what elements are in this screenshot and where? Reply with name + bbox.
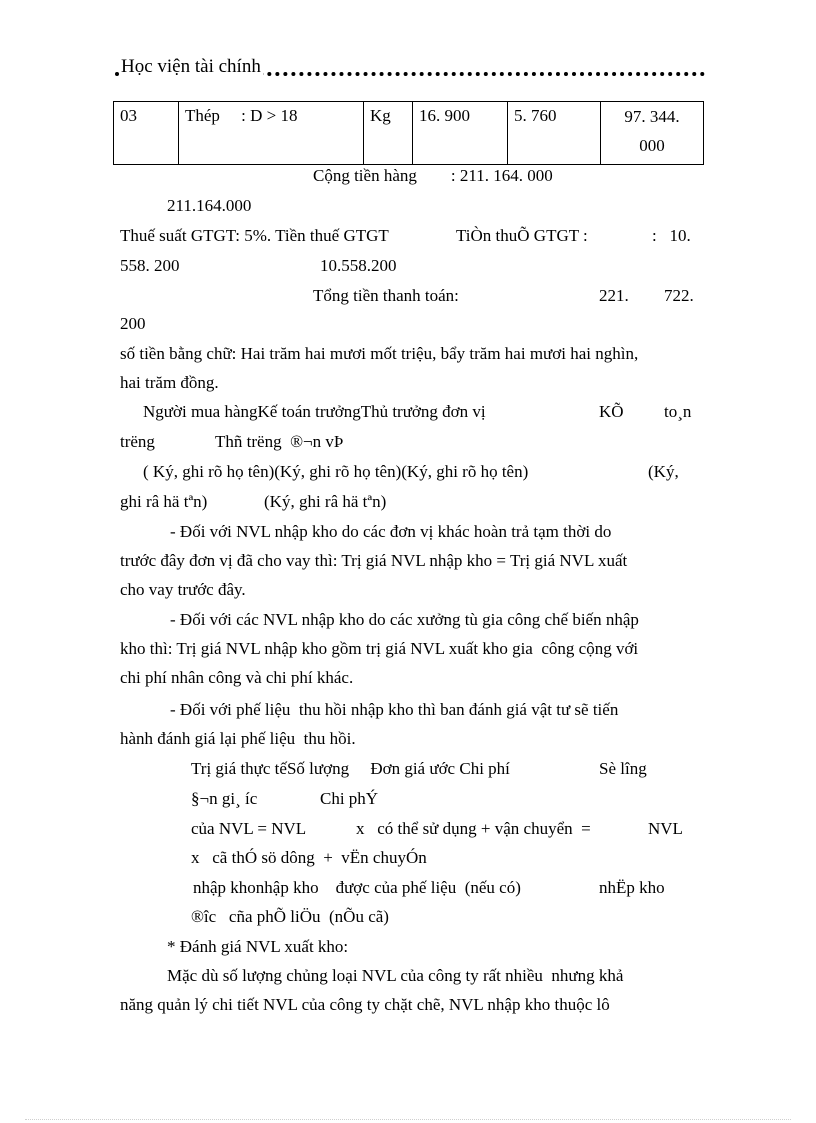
text-line: Người mua hàngKế toán trưởngThủ trưởng đơn vị (143, 402, 486, 421)
text-line: to¸n (664, 402, 692, 421)
text-line: số tiền bằng chữ: Hai trăm hai mươi mốt triệu, bẩy trăm hai mươi hai nghìn, (120, 344, 639, 363)
text-line: Trị giá thực tếSố lượng Đơn giá ước Chi phí (191, 759, 510, 778)
text-line: hành đánh giá lại phế liệu thu hồi. (120, 729, 356, 748)
text-line: cho vay trước đây. (120, 580, 246, 599)
text-line: (Ký, ghi râ hä tªn) (264, 492, 387, 511)
text-line: (Ký, (648, 462, 679, 481)
text-line: NVL (648, 819, 683, 838)
text-line: 722. (664, 286, 694, 305)
page-header (115, 52, 705, 80)
text-line: §¬n gi¸ íc (191, 789, 258, 808)
header-title: Học viện tài chính (121, 56, 261, 77)
text-line: * Đánh giá NVL xuất kho: (167, 937, 349, 956)
cell-amount-line2: 000 (639, 136, 665, 155)
cell-qty: 16. 900 (413, 102, 508, 165)
text-line: chi phí nhân công và chi phí khác. (120, 668, 354, 687)
text-line: 558. 200 (120, 256, 180, 275)
text-line: của NVL = NVL (191, 819, 307, 838)
text-line: TiÒn thuÕ GTGT : (456, 226, 588, 245)
text-line: trước đây đơn vị đã cho vay thì: Trị giá NVL nhập kho = Trị giá NVL xuất (120, 551, 628, 570)
text-line: Thñ trëng ®¬n vÞ (215, 432, 344, 451)
text-line: KÕ (599, 402, 624, 421)
cell-price: 5. 760 (508, 102, 601, 165)
text-line: 200 (120, 314, 146, 333)
text-line: ( Ký, ghi rõ họ tên)(Ký, ghi rõ họ tên)(Ký, ghi rõ họ tên) (143, 462, 529, 481)
text-line: Sè lîng (599, 759, 647, 778)
text-line: - Đối với các NVL nhập kho do các xưởng tù gia công chế biến nhập (170, 610, 639, 629)
text-line: nhập khonhập kho được của phế liệu (nếu có) (193, 878, 521, 897)
text-line: Tổng tiền thanh toán: (313, 286, 459, 305)
text-line: x cã thÓ sö dông + vËn chuyÓn (191, 848, 427, 867)
text-line: Mặc dù số lượng chủng loại NVL của công ty rất nhiều nhưng khả (167, 966, 624, 985)
text-line: Chi phÝ (320, 789, 379, 808)
text-line: - Đối với phế liệu thu hồi nhập kho thì ban đánh giá vật tư sẽ tiến (170, 700, 619, 719)
cell-amount-line1: 97. 344. (624, 107, 680, 126)
text-line: 211.164.000 (167, 196, 252, 215)
cell-item: Thép : D > 18 (179, 102, 364, 165)
text-line: 10.558.200 (320, 256, 397, 275)
text-line: ®îc cña phÕ liÖu (nÕu cã) (191, 907, 389, 926)
text-line: trëng (120, 432, 155, 451)
text-line: Cộng tiền hàng : 211. 164. 000 (313, 166, 553, 185)
cell-unit: Kg (364, 102, 413, 165)
page-bottom-rule (25, 1119, 791, 1120)
text-line: năng quản lý chi tiết NVL của công ty chặt chẽ, NVL nhập kho thuộc lô (120, 995, 610, 1014)
goods-table (113, 101, 704, 165)
table-row (114, 102, 704, 165)
text-line: - Đối với NVL nhập kho do các đơn vị khác hoàn trả tạm thời do (170, 522, 612, 541)
text-line: nhËp kho (599, 878, 665, 897)
text-line: 221. (599, 286, 629, 305)
text-line: x có thể sử dụng + vận chuyển = (356, 819, 591, 838)
text-line: Thuế suất GTGT: 5%. Tiền thuế GTGT (120, 226, 389, 245)
cell-no: 03 (114, 102, 179, 165)
text-line: : 10. (652, 226, 691, 245)
text-line: kho thì: Trị giá NVL nhập kho gồm trị giá NVL xuất kho gia công cộng với (120, 639, 639, 658)
text-line: hai trăm đồng. (120, 373, 219, 392)
text-line: ghi râ hä tªn) (120, 492, 208, 511)
cell-amount (601, 102, 704, 165)
